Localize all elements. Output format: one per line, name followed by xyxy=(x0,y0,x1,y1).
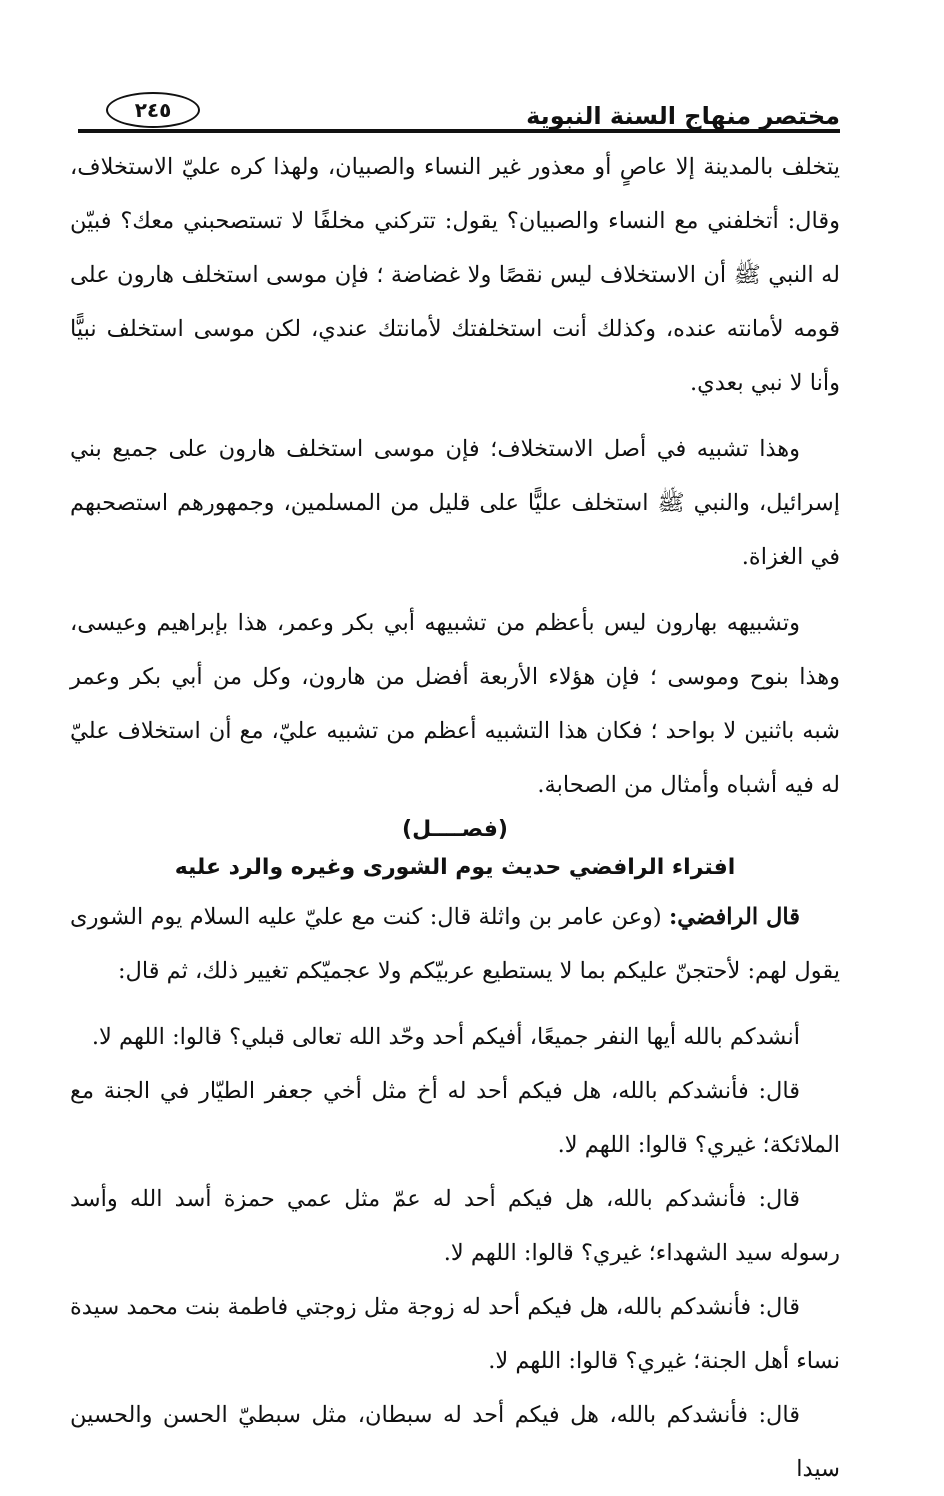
body-text xyxy=(70,140,840,1496)
page-header xyxy=(78,88,840,132)
paragraph: وتشبيهه بهارون ليس بأعظم من تشبيهه أبي بكر وعمر، هذا بإبراهيم وعيسى، وهذا بنوح وموسى ؛ فإن هؤلاء الأربعة أفضل من هارون، وكل من أبي بكر وعمر شبه باثنين لا بواحد ؛ فكان هذا التشبيه أعظم من تشبيه عليّ، مع أن استخلاف عليّ له فيه أشباه وأمثال من الصحابة. xyxy=(70,610,840,798)
quote-line: قال: فأنشدكم بالله، هل فيكم أحد له أخ مثل أخي جعفر الطيّار في الجنة مع الملائكة؛ غيري؟ قالوا: اللهم لا. xyxy=(70,1078,840,1158)
paragraph: وهذا تشبيه في أصل الاستخلاف؛ فإن موسى استخلف هارون على جميع بني إسرائيل، والنبي ﷺ استخلف عليًّا على قليل من المسلمين، وجمهورهم استصحبهم في الغزاة. xyxy=(70,436,840,570)
quote-text: (وعن عامر بن واثلة قال: كنت مع عليّ عليه السلام يوم الشورى يقول لهم: لأحتجنّ عليكم بما لا يستطيع عربيّكم ولا عجميّكم تغيير ذلك، ثم قال: xyxy=(70,904,840,984)
section-title: (فصــــل) xyxy=(402,817,508,842)
quote-line: أنشدكم بالله أيها النفر جميعًا، أفيكم أحد وحّد الله تعالى قبلي؟ قالوا: اللهم لا. xyxy=(91,1024,800,1050)
section-subtitle: افتراء الرافضي حديث يوم الشورى وغيره والرد عليه xyxy=(174,855,736,880)
page-number: ٢٤٥ xyxy=(106,92,200,128)
running-title: مختصر منهاج السنة النبوية xyxy=(526,102,840,130)
quote-line: قال: فأنشدكم بالله، هل فيكم أحد له سبطان، مثل سبطيّ الحسن والحسين سيدا xyxy=(70,1402,840,1482)
quote-opening xyxy=(70,890,840,998)
speaker-label: قال الرافضي: xyxy=(668,904,801,930)
paragraph: يتخلف بالمدينة إلا عاصٍ أو معذور غير النساء والصبيان، ولهذا كره عليّ الاستخلاف، وقال: أتخلفني مع النساء والصبيان؟ يقول: تتركني مخلفًا لا تستصحبني معك؟ فبيّن له النبي ﷺ أن الاستخلاف ليس نقصًا ولا غضاضة ؛ فإن موسى استخلف هارون على قومه لأمانته عنده، وكذلك أنت استخلفتك لأمانتك عندي، لكن موسى استخلف نبيًّا وأنا لا نبي بعدي. xyxy=(70,154,840,396)
quote-line: قال: فأنشدكم بالله، هل فيكم أحد له زوجة مثل زوجتي فاطمة بنت محمد سيدة نساء أهل الجنة؛ غيري؟ قالوا: اللهم لا. xyxy=(70,1294,840,1374)
header-rule xyxy=(78,129,840,133)
quote-line: قال: فأنشدكم بالله، هل فيكم أحد له عمّ مثل عمي حمزة أسد الله وأسد رسوله سيد الشهداء؛ غيري؟ قالوا: اللهم لا. xyxy=(70,1186,840,1266)
